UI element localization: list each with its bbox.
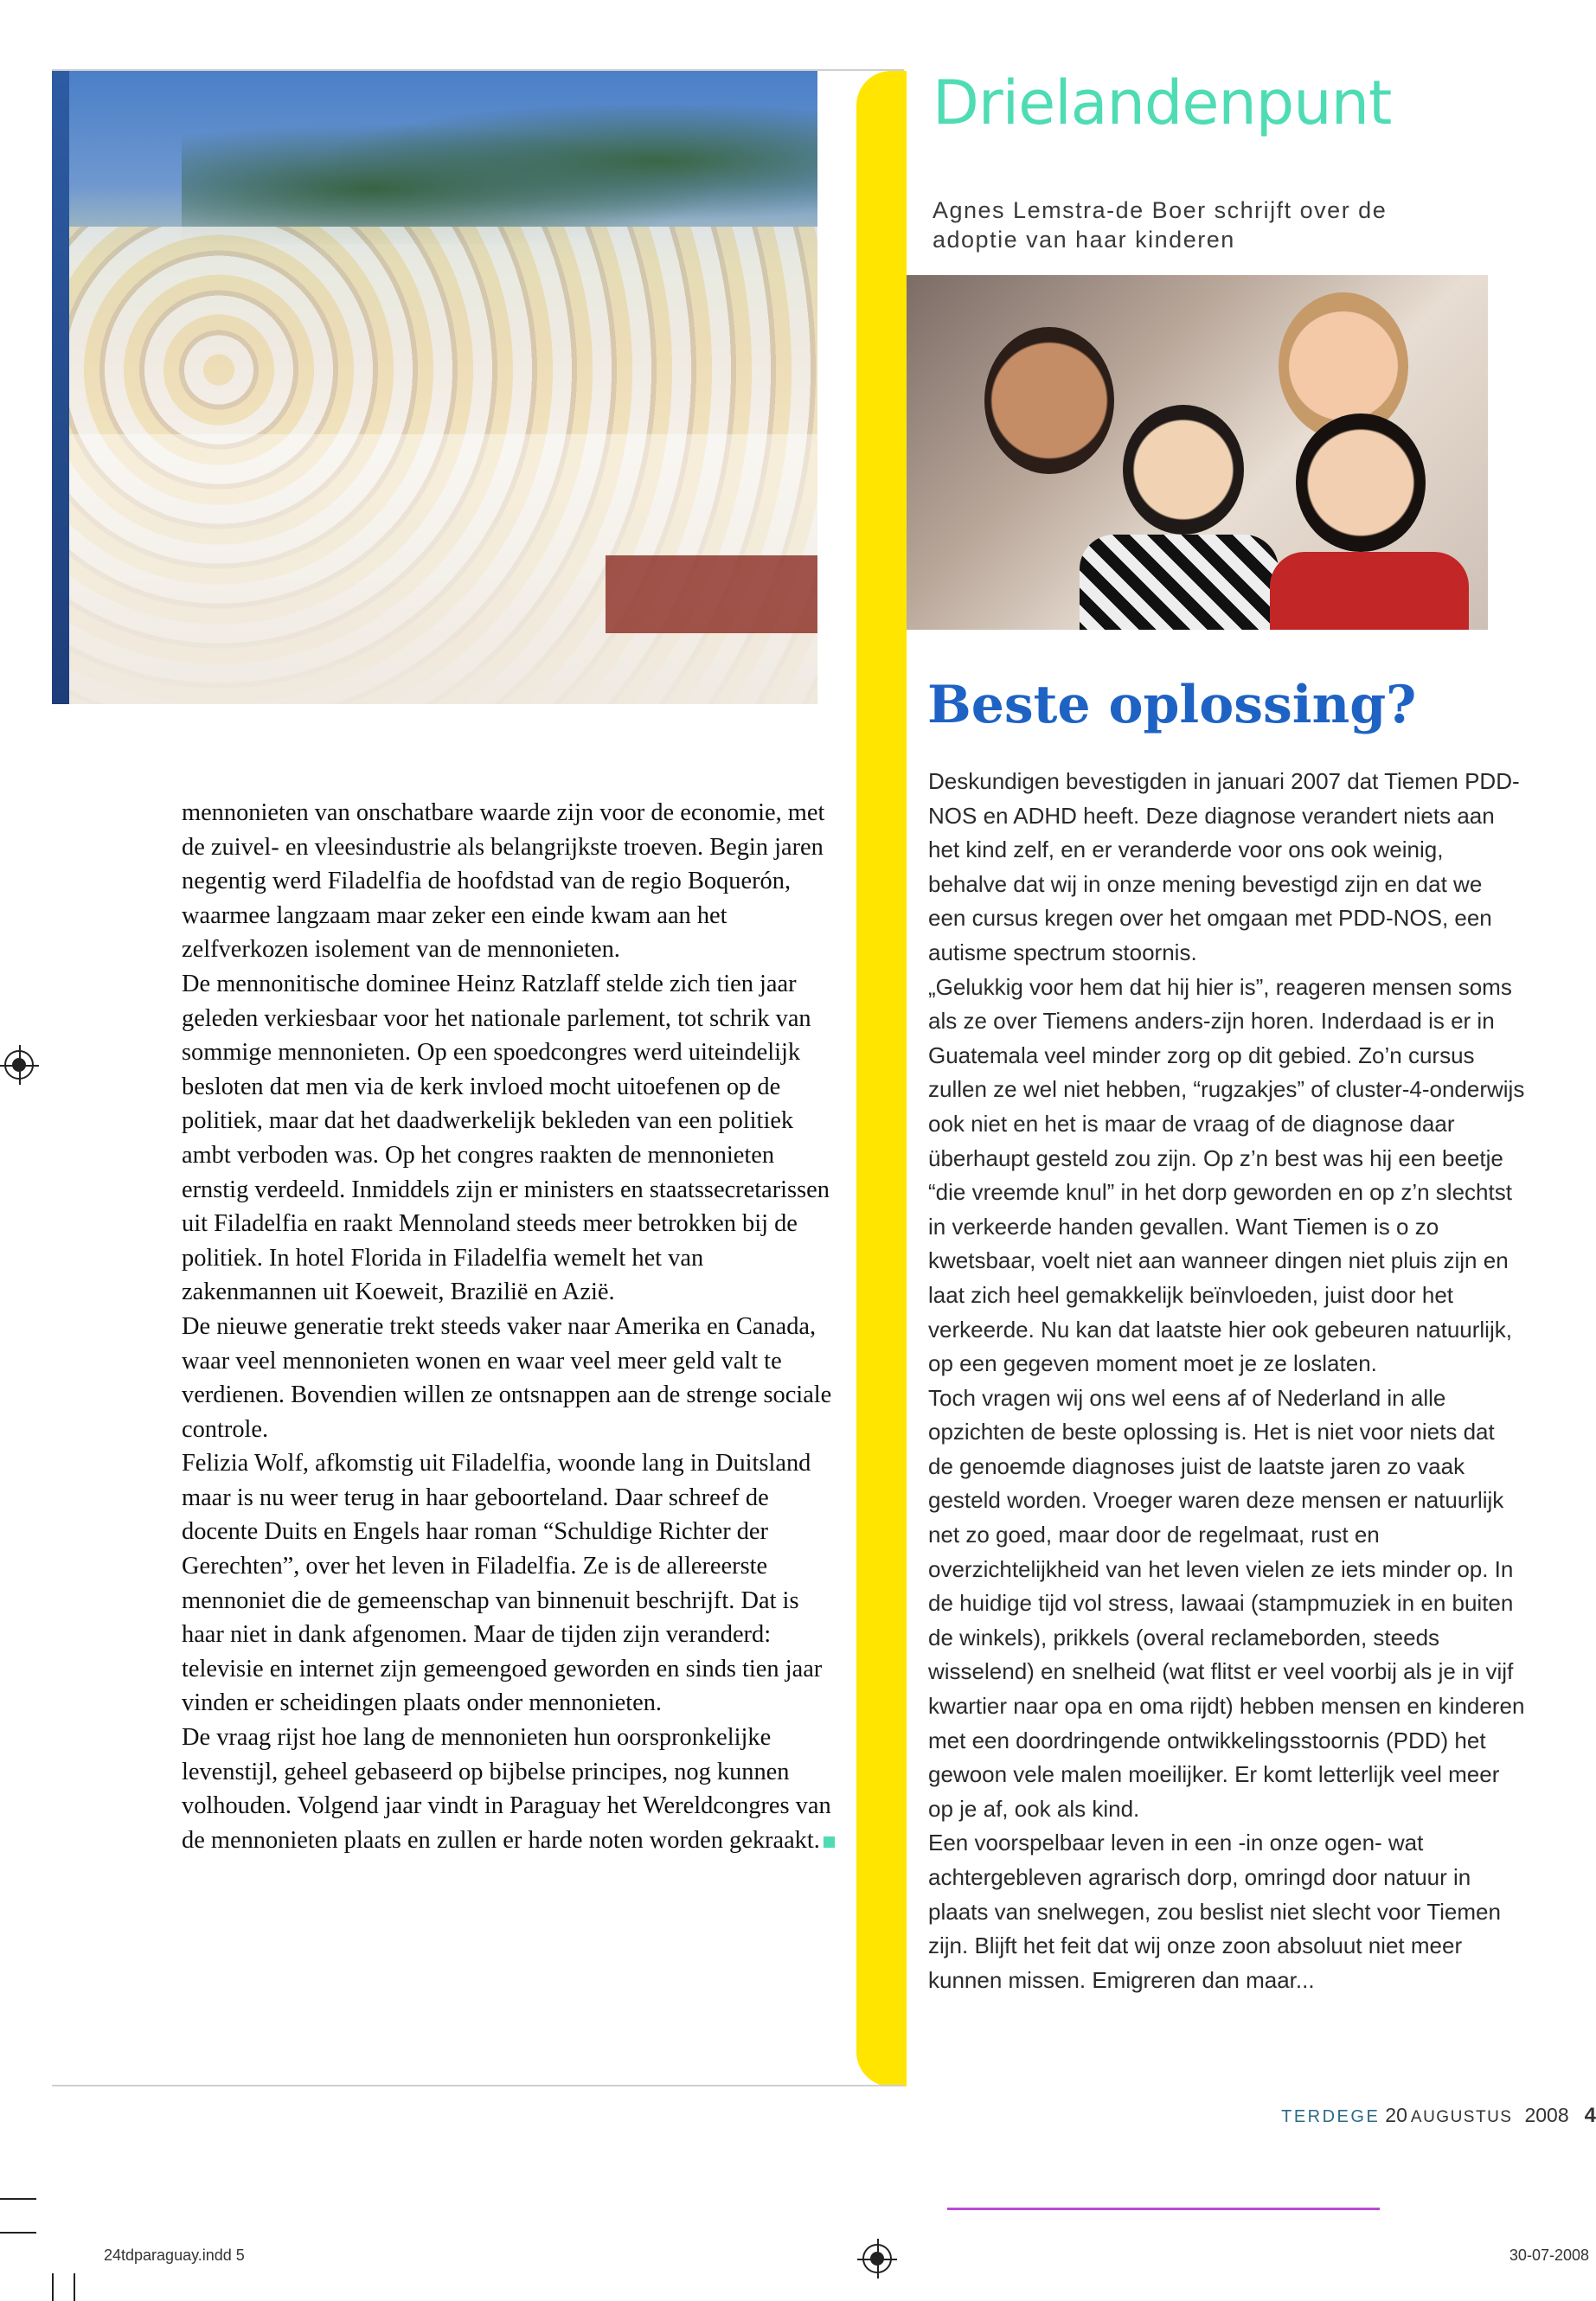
- section-subtitle: Agnes Lemstra-de Boer schrijft over de adoptie van haar kinderen: [933, 197, 1388, 253]
- crop-mark-icon: [74, 2273, 75, 2301]
- photo-face-boy: [984, 327, 1114, 474]
- crop-mark-icon: [0, 2232, 36, 2234]
- crop-mark-icon: [0, 2198, 36, 2200]
- photo-trees: [182, 106, 817, 244]
- yellow-accent-bar: [856, 71, 907, 2086]
- left-paragraph-5: [182, 1721, 835, 1857]
- crop-mark-icon: [52, 2273, 54, 2301]
- left-paragraph-1: mennonieten van onschatbare waarde zijn voor de economie, met de zuivel- en vleesindustrie als belangrijkste troeven. Begin jaren negentig werd Filadelfia de hoofdstad van de regio Boquerón, waarmee langzaam maar zeker een einde kwam aan het zelfverkozen isolement van de mennonieten.: [182, 799, 825, 964]
- footer-year: 2008: [1524, 2104, 1569, 2126]
- right-paragraph-4: Een voorspelbaar leven in een -in onze ogen- wat achtergebleven agrarisch dorp, omringd door natuur in plaats van snelwegen, zou beslist niet slecht voor Tiemen zijn. Blijft het feit dat wij onze zoon absoluut niet meer kunnen missen. Emigreren dan maar...: [928, 1830, 1501, 1993]
- slug-color-line: [947, 2208, 1380, 2210]
- section-title: Drielandenpunt: [933, 67, 1392, 138]
- photo-face-toddler: [1123, 405, 1244, 535]
- photo-mennonite-schoolchildren: [52, 71, 817, 704]
- footer-magazine: TERDEGE: [1281, 2107, 1381, 2126]
- right-paragraph-1: Deskundigen bevestigden in januari 2007 dat Tiemen PDD-NOS en ADHD heeft. Deze diagnose verandert niets aan het kind zelf, en er veranderde voor ons ook weinig, behalve dat wij in onze mening bevestigd zijn en dat we een cursus kregen over het omgaan met PDD-NOS, een autisme spectrum stoornis.: [928, 768, 1520, 965]
- registration-mark-bottom-icon: [862, 2244, 892, 2273]
- footer-page-number: 4: [1584, 2104, 1596, 2127]
- article-heading: Beste oplossing?: [927, 675, 1417, 735]
- photo-bench: [606, 555, 817, 633]
- print-slug-date: 30-07-2008: [1509, 2247, 1589, 2264]
- bottom-rule: [52, 2085, 904, 2086]
- right-column-text: [928, 765, 1525, 1997]
- registration-mark-left-icon: [4, 1050, 34, 1080]
- photo-striped-shirt: [1080, 535, 1279, 630]
- photo-edge-strip: [52, 71, 69, 704]
- photo-face-girl: [1296, 413, 1426, 552]
- right-paragraph-3: Toch vragen wij ons wel eens af of Nederland in alle opzichten de beste oplossing is. Het is niet voor niets dat de genoemde diagnoses juist de laatste jaren zo vaak gesteld worden. Vroeger waren deze mensen er natuurlijk net zo goed, maar door de regelmaat, rust en overzichtelijkheid van het leven vielen ze iets minder op. In de huidige tijd vol stress, lawaai (stampmuziek in en buiten de winkels), prikkels (overal reclameborden, steeds wisselend) en snelheid (wat flitst er veel voorbij als je in vijf kwartier naar opa en oma rijdt) hebben mensen en kinderen met een doordringende ontwikkelingsstoornis (PDD) het gewoon vele malen moeilijker. Er komt letterlijk veel meer op je af, ook als kind.: [928, 1384, 1525, 1822]
- left-paragraph-4: Felizia Wolf, afkomstig uit Filadelfia, woonde lang in Duitsland maar is nu weer terug in haar geboorteland. Daar schreef de docente Duits en Engels haar roman “Schuldige Richter der Gerechten”, over het leven in Filadelfia. Ze is de allereerste mennoniet die de gemeenschap van binnenuit beschrijft. Dat is haar niet in dank afgenomen. Maar de tijden zijn veranderd: televisie en internet zijn gemeengoed geworden en sinds tien jaar vinden er scheidingen plaats onder mennonieten.: [182, 1450, 823, 1717]
- left-paragraph-3: De nieuwe generatie trekt steeds vaker naar Amerika en Canada, waar veel mennonieten wonen en waar veel meer geld valt te verdienen. Bovendien willen ze ontsnappen aan de strenge sociale controle.: [182, 1312, 832, 1443]
- end-of-article-mark: [824, 1836, 835, 1848]
- left-paragraph-2: De mennonitische dominee Heinz Ratzlaff stelde zich tien jaar geleden verkiesbaar voor het nationale parlement, tot schrik van sommige mennonieten. Op een spoedcongres werd uiteindelijk besloten dat men via de kerk invloed mocht uitoefenen op de politiek, maar dat het daadwerkelijk bekleden van een politiek ambt verboden was. Op het congres raakten de mennonieten ernstig verdeeld. Inmiddels zijn er ministers en staatssecretarissen uit Filadelfia en raakt Mennoland steeds meer betrokken bij de politiek. In hotel Florida in Filadelfia wemelt het van zakenmannen uit Koeweit, Brazilië en Azië.: [182, 970, 830, 1306]
- left-column-text: [182, 796, 835, 1857]
- print-slug-filename: 24tdparaguay.indd 5: [104, 2247, 245, 2264]
- left-paragraph-5-text: De vraag rijst hoe lang de mennonieten hun oorspronkelijke levenstijl, geheel gebaseerd op bijbelse principes, nog kunnen volhouden. Volgend jaar vindt in Paraguay het Wereldcongres van de mennonieten plaats en zullen er harde noten worden gekraakt.: [182, 1724, 831, 1854]
- right-paragraph-2: „Gelukkig voor hem dat hij hier is”, reageren mensen soms als ze over Tiemens anders-zijn horen. Inderdaad is er in Guatemala veel minder zorg op dit gebied. Zo’n cursus zullen ze wel niet hebben, “rugzakjes” of cluster-4-onderwijs ook niet en het is maar de vraag of de diagnose daar überhaupt gesteld zou zijn. Op z’n best was hij een beetje “die vreemde knul” in het dorp geworden en op z’n slechtst in verkeerde handen gevallen. Want Tiemen is o zo kwetsbaar, voelt niet aan wanneer dingen niet pluis zijn en laat zich heel gemakkelijk beïnvloeden, juist door het verkeerde. Nu kan dat laatste hier ook gebeuren natuurlijk, op een gegeven moment moet je ze loslaten.: [928, 973, 1525, 1377]
- photo-mother-with-adopted-children: [907, 275, 1488, 630]
- photo-red-shirt: [1270, 552, 1469, 630]
- footer-month: AUGUSTUS: [1410, 2108, 1513, 2126]
- footer-day: 20: [1385, 2104, 1407, 2126]
- page-footer: [1281, 2104, 1596, 2128]
